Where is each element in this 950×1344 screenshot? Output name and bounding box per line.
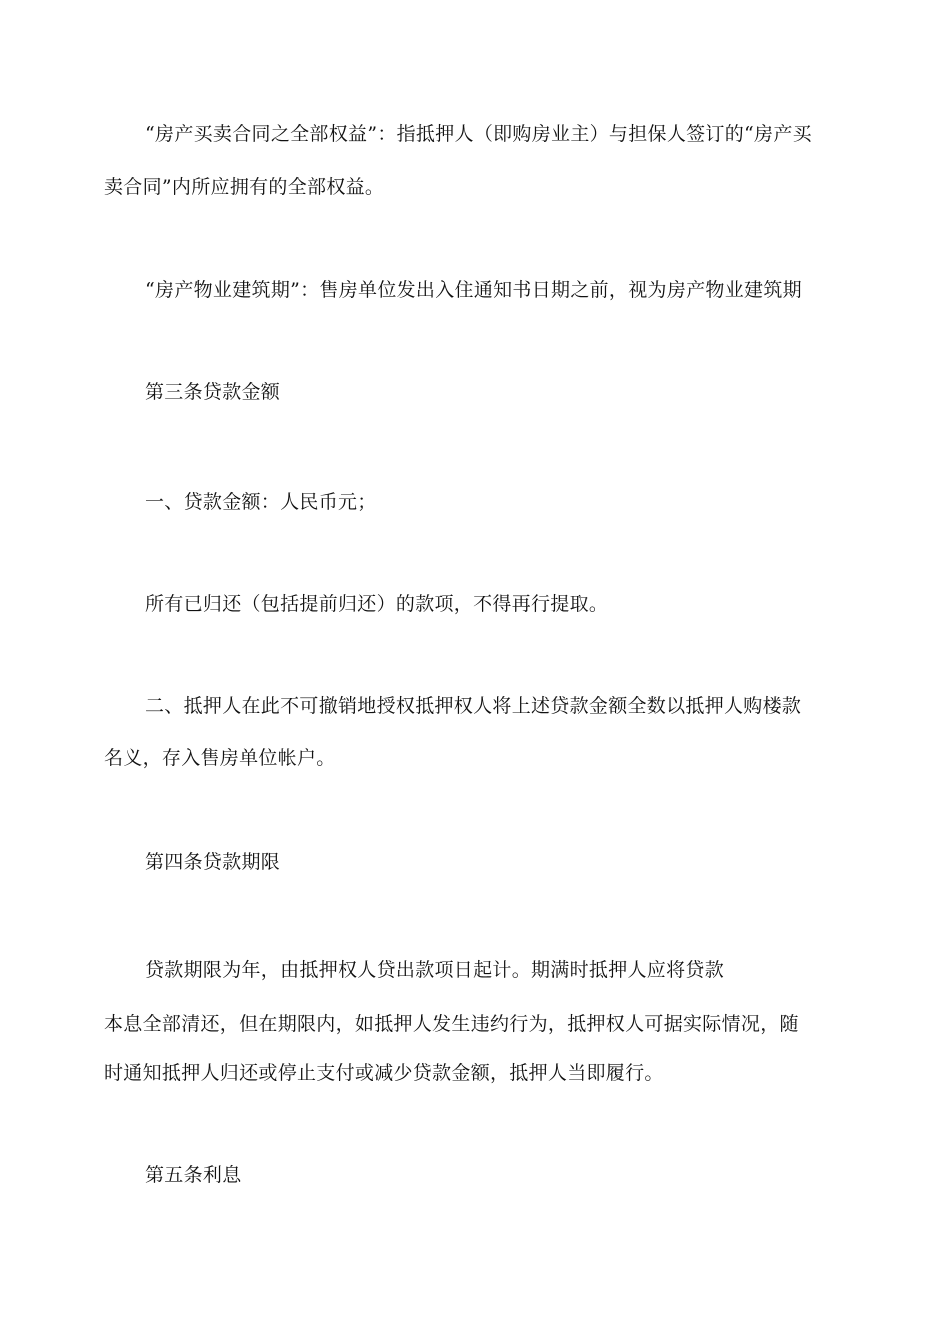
- paragraph-loan-amount: 一、贷款金额：人民币元；: [145, 491, 377, 513]
- paragraph-loan-term-line-1: 贷款期限为年，由抵押权人贷出款项日起计。期满时抵押人应将贷款: [145, 959, 725, 981]
- paragraph-loan-term-line-3: 时通知抵押人归还或停止支付或减少贷款金额，抵押人当即履行。: [104, 1062, 664, 1084]
- paragraph-construction-period: “房产物业建筑期”：售房单位发出入住通知书日期之前，视为房产物业建筑期: [145, 279, 802, 301]
- paragraph-full-rights-line-2: 卖合同”内所应拥有的全部权益。: [104, 176, 385, 198]
- paragraph-authorization-line-2: 名义，存入售房单位帐户。: [104, 747, 336, 769]
- paragraph-loan-term-line-2: 本息全部清还，但在期限内，如抵押人发生违约行为，抵押权人可据实际情况，随: [104, 1013, 799, 1035]
- paragraph-full-rights-line-1: “房产买卖合同之全部权益”：指抵押人（即购房业主）与担保人签订的“房产买: [145, 123, 812, 145]
- paragraph-no-redraw: 所有已归还（包括提前归还）的款项，不得再行提取。: [145, 593, 609, 615]
- heading-article-5: 第五条利息: [145, 1164, 242, 1186]
- paragraph-authorization-line-1: 二、抵押人在此不可撤销地授权抵押权人将上述贷款金额全数以抵押人购楼款: [145, 695, 802, 717]
- heading-article-3: 第三条贷款金额: [145, 381, 281, 403]
- heading-article-4: 第四条贷款期限: [145, 851, 281, 873]
